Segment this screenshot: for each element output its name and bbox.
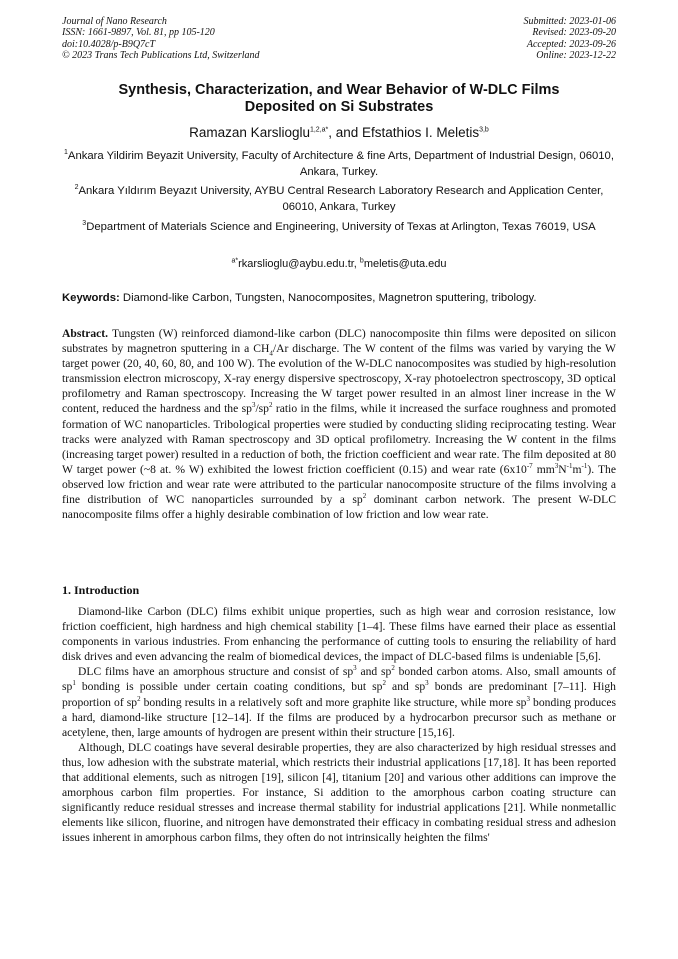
keywords-label: Keywords: — [62, 292, 120, 304]
body-paragraph: Although, DLC coatings have several desirable properties, they are also characterized by high residual stresses and thus, low adhesion with the substrate material, which restricts their industrial applications [17,18]. It has been reported that additional elements, such as nitrogen [19], silicon [4], titanium [20] and various other additions can improve the amorphous carbon film properties. For instance, Si addition to the amorphous carbon coating structure can significantly reduce residual stresses and increase thermal stability for industrial applications [21]. While nonmetallic elements like silicon, fluorine, and nitrogen have demonstrated their efficacy in combating residual stress and adhesion issues inherent in amorphous carbon films, they often do not intrinsically heighten the films' — [62, 740, 616, 845]
affiliation-number: 1 — [64, 149, 68, 157]
superscript: 2 — [382, 679, 386, 688]
abstract-text: ratio in the films, while it increased the surface roughness and promoted formation of WC nanoparticles. Tribological properties were studied by conducting sliding reciprocating testing. Wear tracks were analyzed with Raman spectroscopy and 3D optical profilometry. Increasing the W content in the films (increasing target power) resulted in a reduction of both, the friction coefficient and wear rate. The film deposited at 80 W target power (~8 at. % W) exhibited the lowest friction coefficient (0.15) and wear rate (6x10 — [62, 402, 617, 476]
online-date: Online: 2023-12-22 — [536, 49, 616, 61]
body-text: bonding produces a hard, diamond-like structure [12–14]. If the films are produced by a hydrocarbon precursor such as methane or acetylene, then, large amounts of hydrogen are present within their structure [15,16]. — [62, 695, 616, 739]
email-address: meletis@uta.edu — [363, 258, 447, 270]
email-address: rkarslioglu@aybu.edu.tr, — [238, 258, 360, 270]
abstract-text: m — [572, 462, 582, 476]
affiliation-3 — [62, 220, 616, 236]
section-heading: 1. Introduction — [62, 583, 140, 597]
submitted-date: Submitted: 2023-01-06 — [523, 16, 616, 27]
title-line-1: Synthesis, Characterization, and Wear Behavior of W-DLC Films — [118, 82, 560, 98]
journal-info — [62, 16, 260, 61]
affiliation-number: 3 — [82, 220, 87, 228]
affiliation-text: Department of Materials Science and Engineering, University of Texas at Arlington, Texas 76019, USA — [86, 221, 596, 233]
superscript: 1 — [72, 679, 76, 688]
paper-title — [62, 82, 616, 116]
body-paragraph: Diamond-like Carbon (DLC) films exhibit unique properties, such as high wear and corrosion resistance, low friction coefficient, high hardness and high chemical stability [1–4]. These films have earned their place as essential components in various industries. From enhancing the performance of cutting tools to ensuring the reliability of hard disk drives and even advancing the realm of biomedical devices, the impact of DLC-based films is undeniable [5,6]. — [62, 605, 616, 664]
author-joiner: , and — [328, 125, 363, 140]
superscript: 3 — [425, 679, 429, 688]
publication-dates — [524, 16, 617, 61]
subscript: 4 — [269, 349, 273, 358]
superscript: 2 — [268, 401, 273, 410]
superscript: -1 — [581, 461, 588, 470]
body-text: bonding results in a relatively soft and more graphite like structure, while more sp — [140, 695, 527, 709]
superscript: -7 — [526, 461, 533, 470]
keywords — [62, 291, 616, 305]
doi: doi:10.4028/p-B9Q7cT — [62, 38, 156, 50]
superscript: 2 — [137, 694, 141, 703]
superscript: 2 — [391, 664, 395, 673]
body-text: and sp — [356, 665, 392, 679]
author-list — [62, 124, 616, 141]
author-name: Ramazan Karslioglu — [189, 125, 310, 140]
abstract-text: /Ar discharge. The W content of the films was varied by varying the W target power (20, 40, 60, 80, and 100 W). The evolution of the W-DLC nanocomposites was studied by high-resolution transmission electron microscopy, X-ray energy dispersive spectroscopy, X-ray photoelectron spectroscopy, 3D optical profilometry and Raman spectroscopy. Increasing the W target power resulted in an almost liner increase in the W content, reduced the hardness and the sp — [62, 342, 616, 416]
email-mark: a* — [231, 257, 239, 265]
superscript: 3 — [526, 694, 530, 703]
author-superscript: 1,2,a* — [309, 126, 329, 134]
affiliation-2 — [62, 184, 616, 215]
author-name: Efstathios I. Meletis — [362, 125, 480, 140]
abstract-text: mm — [532, 462, 555, 476]
author-emails — [62, 257, 616, 271]
superscript: 3 — [554, 461, 559, 470]
title-line-2: Deposited on Si Substrates — [244, 99, 434, 115]
revised-date: Revised: 2023-09-20 — [532, 27, 616, 39]
issn: ISSN: 1661-9897, Vol. 81, pp 105-120 — [62, 27, 215, 39]
body-text: bonded carbon atoms. Also, small amounts of sp — [62, 665, 616, 694]
email-mark: b — [359, 257, 364, 265]
affiliation-text: Ankara Yıldırım Beyazıt University, AYBU Central Research Laboratory Research and Application Center, 06010, Ankara, Turkey — [78, 185, 604, 213]
superscript: 3 — [353, 664, 357, 673]
abstract-text: dominant carbon network. The present W-DLC nanocomposite films offer a highly desirable combination of low friction and low wear rate. — [62, 493, 616, 522]
body-paragraph — [62, 664, 616, 739]
author-superscript: 3,b — [479, 126, 489, 134]
affiliation-1 — [62, 149, 616, 180]
body-text: bonds are predominant [7–11]. High proportion of sp — [62, 680, 616, 709]
affiliation-text: Ankara Yildirim Beyazit University, Faculty of Architecture & fine Arts, Department of Industrial Design, 06010, Ankara, Turkey. — [67, 150, 614, 178]
superscript: 2 — [362, 492, 367, 501]
abstract — [62, 326, 616, 522]
abstract-text: ). The observed low friction and wear rate were attributed to the particular nanocomposite structure of the films involving a fine distribution of WC nanoparticles surrounded by a sp — [62, 462, 616, 507]
body-text: DLC films have an amorphous structure and consist of sp — [78, 665, 354, 679]
abstract-text: Tungsten (W) reinforced diamond-like carbon (DLC) nanocomposite thin films were deposited on silicon substrates by magnetron sputtering in a CH — [62, 327, 616, 356]
introduction-body — [62, 604, 616, 846]
journal-name: Journal of Nano Research — [62, 16, 167, 27]
abstract-text: /sp — [255, 402, 269, 416]
keywords-text: Diamond-like Carbon, Tungsten, Nanocomposites, Magnetron sputtering, tribology. — [119, 292, 537, 304]
body-text: bonding is possible under certain coating conditions, but sp — [75, 680, 383, 694]
superscript: 3 — [251, 401, 256, 410]
body-text: and sp — [385, 680, 426, 694]
accepted-date: Accepted: 2023-09-26 — [526, 38, 616, 50]
affiliation-number: 2 — [74, 184, 79, 192]
abstract-label: Abstract. — [62, 327, 109, 340]
superscript: -1 — [566, 461, 573, 470]
copyright: © 2023 Trans Tech Publications Ltd, Switzerland — [62, 49, 260, 61]
abstract-text: N — [558, 462, 567, 476]
